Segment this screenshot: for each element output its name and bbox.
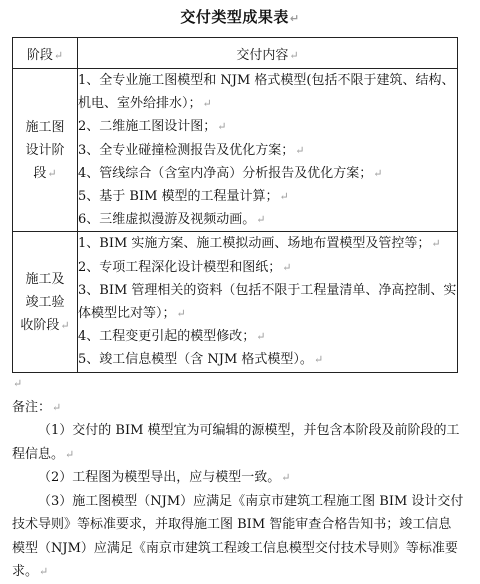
stage-cell	[13, 69, 78, 232]
list-item: 5、竣工信息模型（含 NJM 格式模型）。↵	[78, 352, 324, 368]
list-item: 1、BIM 实施方案、施工模拟动画、场地布置模型及管控等；↵	[78, 236, 441, 252]
stage-line: 收阶段↵	[20, 317, 70, 333]
list-item: 6、三维虚拟漫游及视频动画。↵	[78, 212, 266, 228]
stage-line: 设计阶	[25, 142, 65, 158]
table-row	[13, 69, 458, 232]
table-row	[13, 232, 458, 372]
content-cell	[78, 69, 458, 232]
list-item: 3、BIM 管理相关的资料（包括不限于工程量清单、净高控制、实体模型比对等）；↵	[78, 282, 457, 322]
list-item: 1、全专业施工图模型和 NJM 格式模型(包括不限于建筑、结构、机电、室外给排水）；↵	[78, 73, 455, 112]
content-cell	[78, 232, 458, 372]
notes-section	[12, 396, 464, 584]
note-item: （1）交付的 BIM 模型宜为可编辑的源模型，并包含本阶段及前阶段的工程信息。↵	[12, 423, 460, 462]
header-stage: 阶段↵	[13, 38, 78, 69]
note-item: （2）工程图为模型导出，应与模型一致。↵	[38, 470, 291, 485]
stage-cell	[13, 232, 78, 372]
stage-line: 施工及	[25, 271, 65, 287]
list-item: 4、工程变更引起的模型修改；↵	[78, 329, 266, 345]
header-content: 交付内容↵	[78, 38, 458, 69]
list-item: 2、专项工程深化设计模型和图纸；↵	[78, 259, 292, 275]
stage-line: 施工图	[25, 119, 65, 135]
list-item: 5、基于 BIM 模型的工程量计算；↵	[78, 189, 289, 205]
notes-label: 备注：↵	[12, 400, 62, 415]
return-mark: ↵	[289, 12, 300, 25]
paragraph-mark: ↵	[13, 377, 23, 390]
list-item: 4、管线综合（含室内净高）分析报告及优化方案；↵	[78, 165, 383, 181]
deliverables-table	[12, 37, 458, 373]
stage-line: 竣工验	[25, 294, 65, 310]
table-header-row	[13, 38, 458, 69]
list-item: 2、二维施工图设计图；↵	[78, 119, 227, 135]
note-item: （3）施工图模型（NJM）应满足《南京市建筑工程施工图 BIM 设计交付技术导则》等标准要求，并取得施工图 BIM 智能审查合格告知书；竣工信息模型（NJM）应满足《南京市建筑工程竣工信息模型交付技术导则》等标准要求。↵	[12, 493, 464, 579]
table-title: 交付类型成果表↵	[180, 8, 300, 26]
list-item: 3、全专业碰撞检测报告及优化方案；↵	[78, 142, 305, 158]
stage-line: 段↵	[33, 165, 57, 181]
